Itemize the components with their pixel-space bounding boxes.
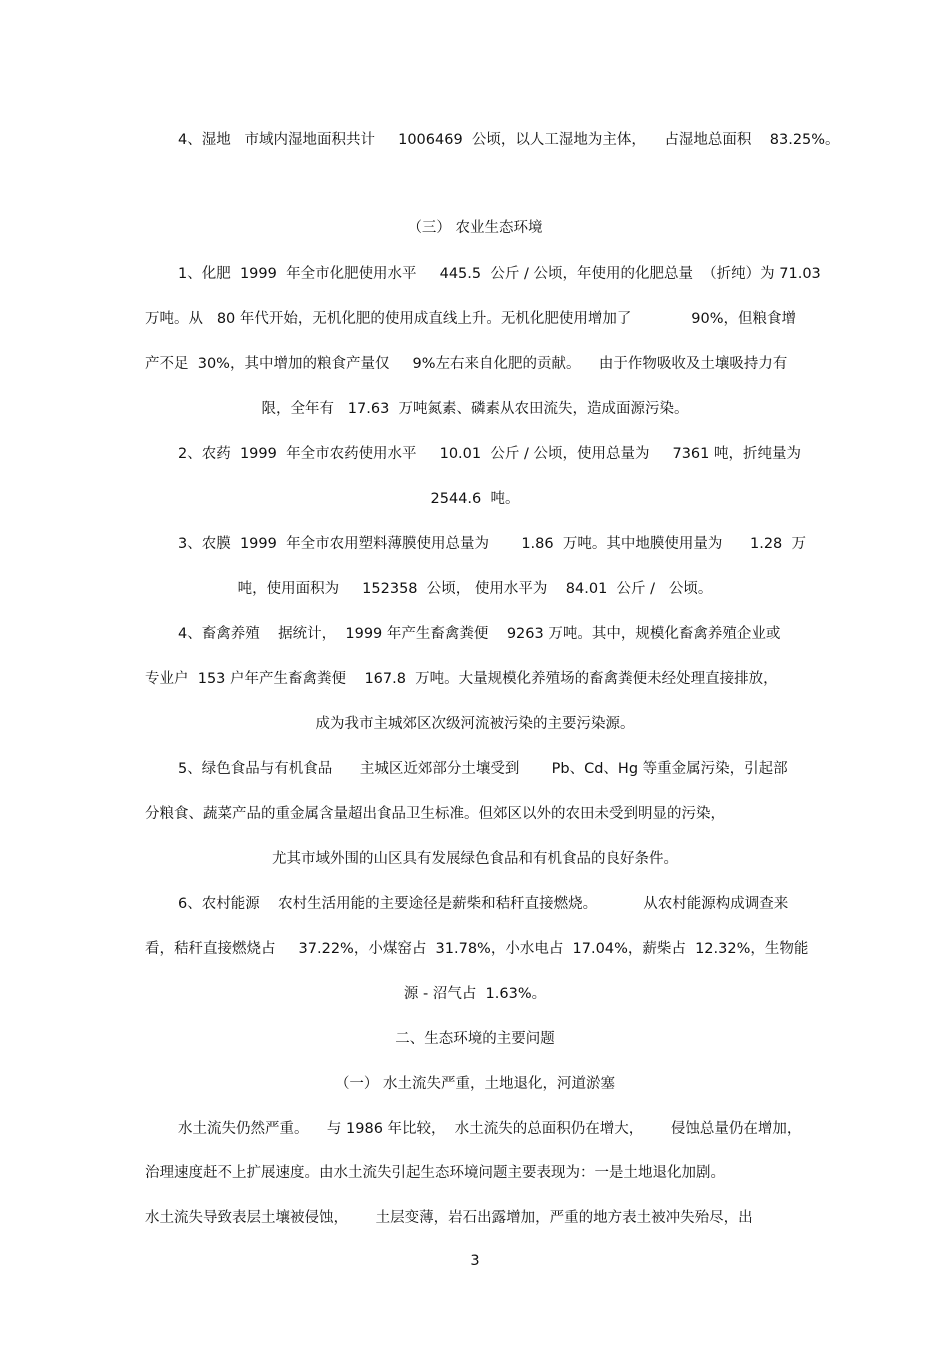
paragraph-livestock-line-3: 成为我市主城郊区次级河流被污染的主要污染源。	[315, 716, 635, 732]
paragraph-livestock-line-2: 专业户 153 户年产生畜禽粪便 167.8 万吨。大量规模化养殖场的畜禽粪便未经处理直接排放，	[145, 671, 778, 687]
paragraph-erosion-line-2: 治理速度赶不上扩展速度。由水土流失引起生态环境问题主要表现为：一是土地退化加剧。	[145, 1165, 725, 1181]
paragraph-film-line-2: 吨，使用面积为 152358 公顷， 使用水平为 84.01 公斤 / 公顷。	[237, 581, 713, 597]
paragraph-fertilizer-line-2: 万吨。从 80 年代开始，无机化肥的使用成直线上升。无机化肥使用增加了 90%，但粮食增	[145, 311, 797, 327]
paragraph-pesticide-line-1: 2、农药 1999 年全市农药使用水平 10.01 公斤 / 公顷，使用总量为 7361 吨，折纯量为	[178, 446, 801, 462]
paragraph-energy-line-2: 看，秸秆直接燃烧占 37.22%，小煤窑占 31.78%，小水电占 17.04%，薪柴占 12.32%，生物能	[145, 941, 809, 957]
paragraph-film-line-1: 3、农膜 1999 年全市农用塑料薄膜使用总量为 1.86 万吨。其中地膜使用量为 1.28 万	[178, 536, 806, 552]
paragraph-fertilizer-line-3: 产不足 30%，其中增加的粮食产量仅 9%左右来自化肥的贡献。 由于作物吸收及土壤吸持力有	[145, 356, 788, 372]
paragraph-pesticide-line-2: 2544.6 吨。	[430, 491, 520, 507]
paragraph-energy-line-3: 源 - 沼气占 1.63%。	[403, 986, 547, 1002]
paragraph-green-food-line-1: 5、绿色食品与有机食品 主城区近郊部分土壤受到 Pb、Cd、Hg 等重金属污染，引起部	[178, 761, 788, 777]
paragraph-fertilizer-line-4: 限，全年有 17.63 万吨氮素、磷素从农田流失，造成面源污染。	[261, 401, 689, 417]
subsection-heading-soil-erosion: （一） 水土流失严重，土地退化，河道淤塞	[334, 1076, 616, 1092]
paragraph-energy-line-1: 6、农村能源 农村生活用能的主要途径是薪柴和秸秆直接燃烧。 从农村能源构成调查来	[178, 896, 789, 912]
section-heading-agriculture: （三） 农业生态环境	[407, 220, 543, 236]
paragraph-erosion-line-3: 水土流失导致表层土壤被侵蚀， 土层变薄，岩石出露增加，严重的地方表土被冲失殆尽，出	[145, 1210, 753, 1226]
paragraph-fertilizer-line-1: 1、化肥 1999 年全市化肥使用水平 445.5 公斤 / 公顷，年使用的化肥总量 （折纯）为 71.03	[178, 266, 821, 282]
paragraph-erosion-line-1: 水土流失仍然严重。 与 1986 年比较， 水土流失的总面积仍在增大， 侵蚀总量仍在增加，	[178, 1121, 802, 1137]
paragraph-livestock-line-1: 4、畜禽养殖 据统计， 1999 年产生畜禽粪便 9263 万吨。其中，规模化畜禽养殖企业或	[178, 626, 781, 642]
section-heading-problems: 二、生态环境的主要问题	[395, 1031, 555, 1047]
paragraph-wetland: 4、湿地 市域内湿地面积共计 1006469 公顷，以人工湿地为主体， 占湿地总面积 83.25%。	[178, 132, 840, 148]
page-number: 3	[470, 1253, 480, 1269]
paragraph-green-food-line-3: 尤其市域外围的山区具有发展绿色食品和有机食品的良好条件。	[272, 851, 678, 867]
paragraph-green-food-line-2: 分粮食、蔬菜产品的重金属含量超出食品卫生标准。但郊区以外的农田未受到明显的污染，	[145, 806, 725, 822]
